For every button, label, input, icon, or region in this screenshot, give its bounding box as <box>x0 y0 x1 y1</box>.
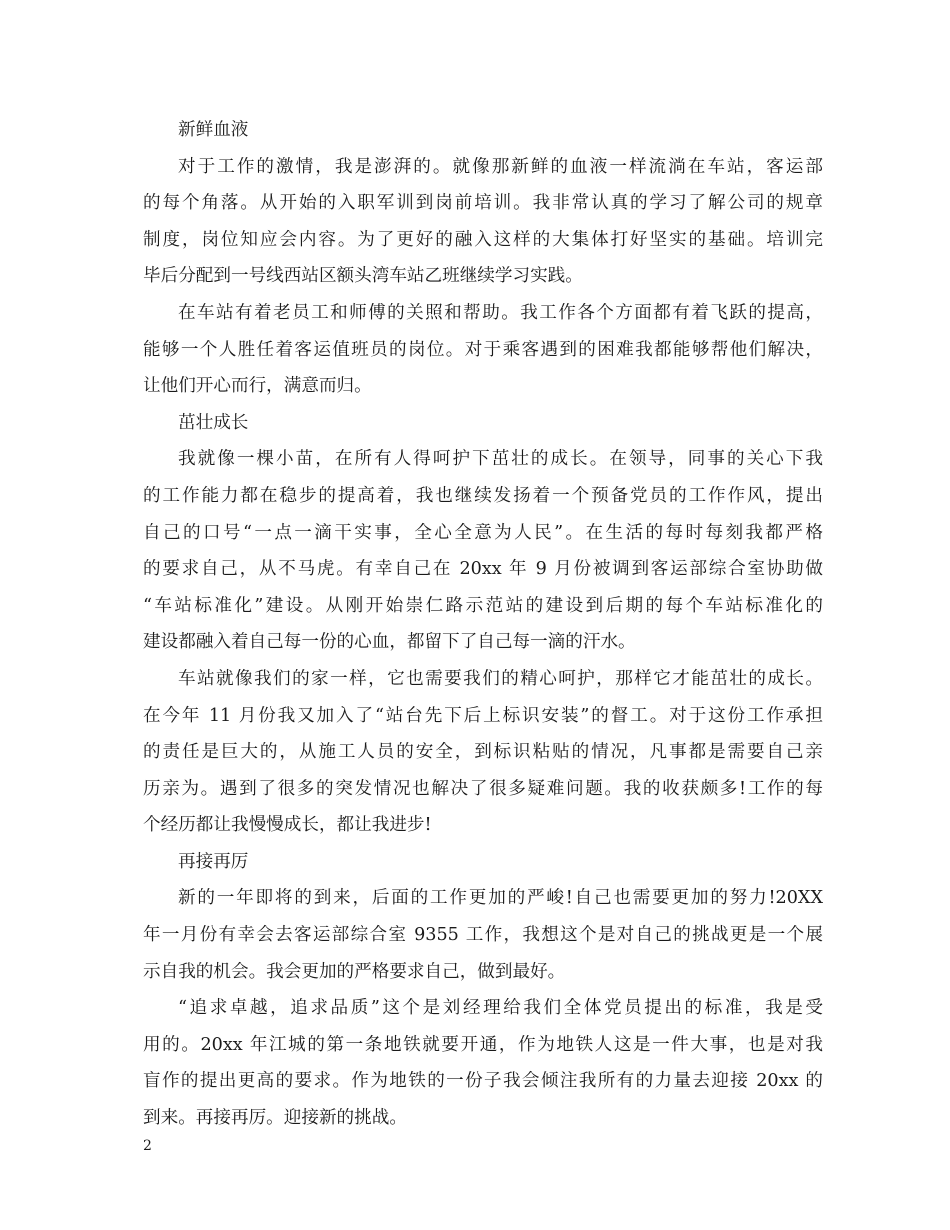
paragraph-line: 车站就像我们的家一样，它也需要我们的精心呵护，那样它才能茁壮的成长。 <box>178 668 823 689</box>
paragraph-line: 在车站有着老员工和师傅的关照和帮助。我工作各个方面都有着飞跃的提高， <box>178 302 823 323</box>
paragraph-line: “车站标准化”建设。从刚开始崇仁路示范站的建设到后期的每个车站标准化的 <box>143 595 823 616</box>
paragraph-line: 对于工作的激情，我是澎湃的。就像那新鲜的血液一样流淌在车站，客运部 <box>178 156 823 177</box>
page-number: 2 <box>143 1138 152 1154</box>
paragraph-line: 自己的口号“一点一滴干实事，全心全意为人民”。在生活的每时每刻我都严格 <box>143 522 823 543</box>
section-heading: 新鲜血液 <box>178 120 249 140</box>
paragraph-line: 的每个角落。从开始的入职军训到岗前培训。我非常认真的学习了解公司的规章 <box>143 193 823 214</box>
paragraph-line: 的工作能力都在稳步的提高着，我也继续发扬着一个预备党员的工作作风，提出 <box>143 485 823 506</box>
paragraph-line: 新的一年即将的到来，后面的工作更加的严峻!自己也需要更加的努力!20XX <box>178 888 823 909</box>
paragraph-line: 年一月份有幸会去客运部综合室 9355 工作，我想这个是对自己的挑战更是一个展 <box>143 925 823 946</box>
paragraph-line: 用的。20xx 年江城的第一条地铁就要开通，作为地铁人这是一件大事，也是对我 <box>143 1034 823 1055</box>
paragraph-line: 历亲为。遇到了很多的突发情况也解决了很多疑难问题。我的收获颇多!工作的每 <box>143 778 823 799</box>
paragraph-line: 我就像一棵小苗，在所有人得呵护下茁壮的成长。在领导，同事的关心下我 <box>178 449 823 470</box>
paragraph-line: 的责任是巨大的，从施工人员的安全，到标识粘贴的情况，凡事都是需要自己亲 <box>143 742 823 763</box>
paragraph-line: 个经历都让我慢慢成长，都让我进步! <box>143 815 432 836</box>
paragraph-line: 在今年 11 月份我又加入了“站台先下后上标识安装”的督工。对于这份工作承担 <box>143 705 823 726</box>
paragraph-line: 毕后分配到一号线西站区额头湾车站乙班继续学习实践。 <box>143 266 583 287</box>
paragraph-line: 盲作的提出更高的要求。作为地铁的一份子我会倾注我所有的力量去迎接 20xx 的 <box>143 1071 823 1092</box>
section-heading: 茁壮成长 <box>178 412 249 433</box>
document-body <box>143 112 823 1137</box>
section-heading: 再接再厉 <box>178 851 249 872</box>
paragraph-line: 能够一个人胜任着客运值班员的岗位。对于乘客遇到的困难我都能够帮他们解决， <box>143 339 823 360</box>
paragraph-line: 建设都融入着自己每一份的心血，都留下了自己每一滴的汗水。 <box>143 632 636 653</box>
paragraph-line: 的要求自己，从不马虎。有幸自己在 20xx 年 9 月份被调到客运部综合室协助做 <box>143 559 823 580</box>
paragraph-line: 到来。再接再厉。迎接新的挑战。 <box>143 1108 407 1129</box>
paragraph-line: 让他们开心而行，满意而归。 <box>143 376 372 397</box>
paragraph-line: “追求卓越，追求品质”这个是刘经理给我们全体党员提出的标准，我是受 <box>178 998 823 1019</box>
paragraph-line: 示自我的机会。我会更加的严格要求自己，做到最好。 <box>143 961 566 982</box>
paragraph-line: 制度，岗位知应会内容。为了更好的融入这样的大集体打好坚实的基础。培训完 <box>143 229 823 250</box>
